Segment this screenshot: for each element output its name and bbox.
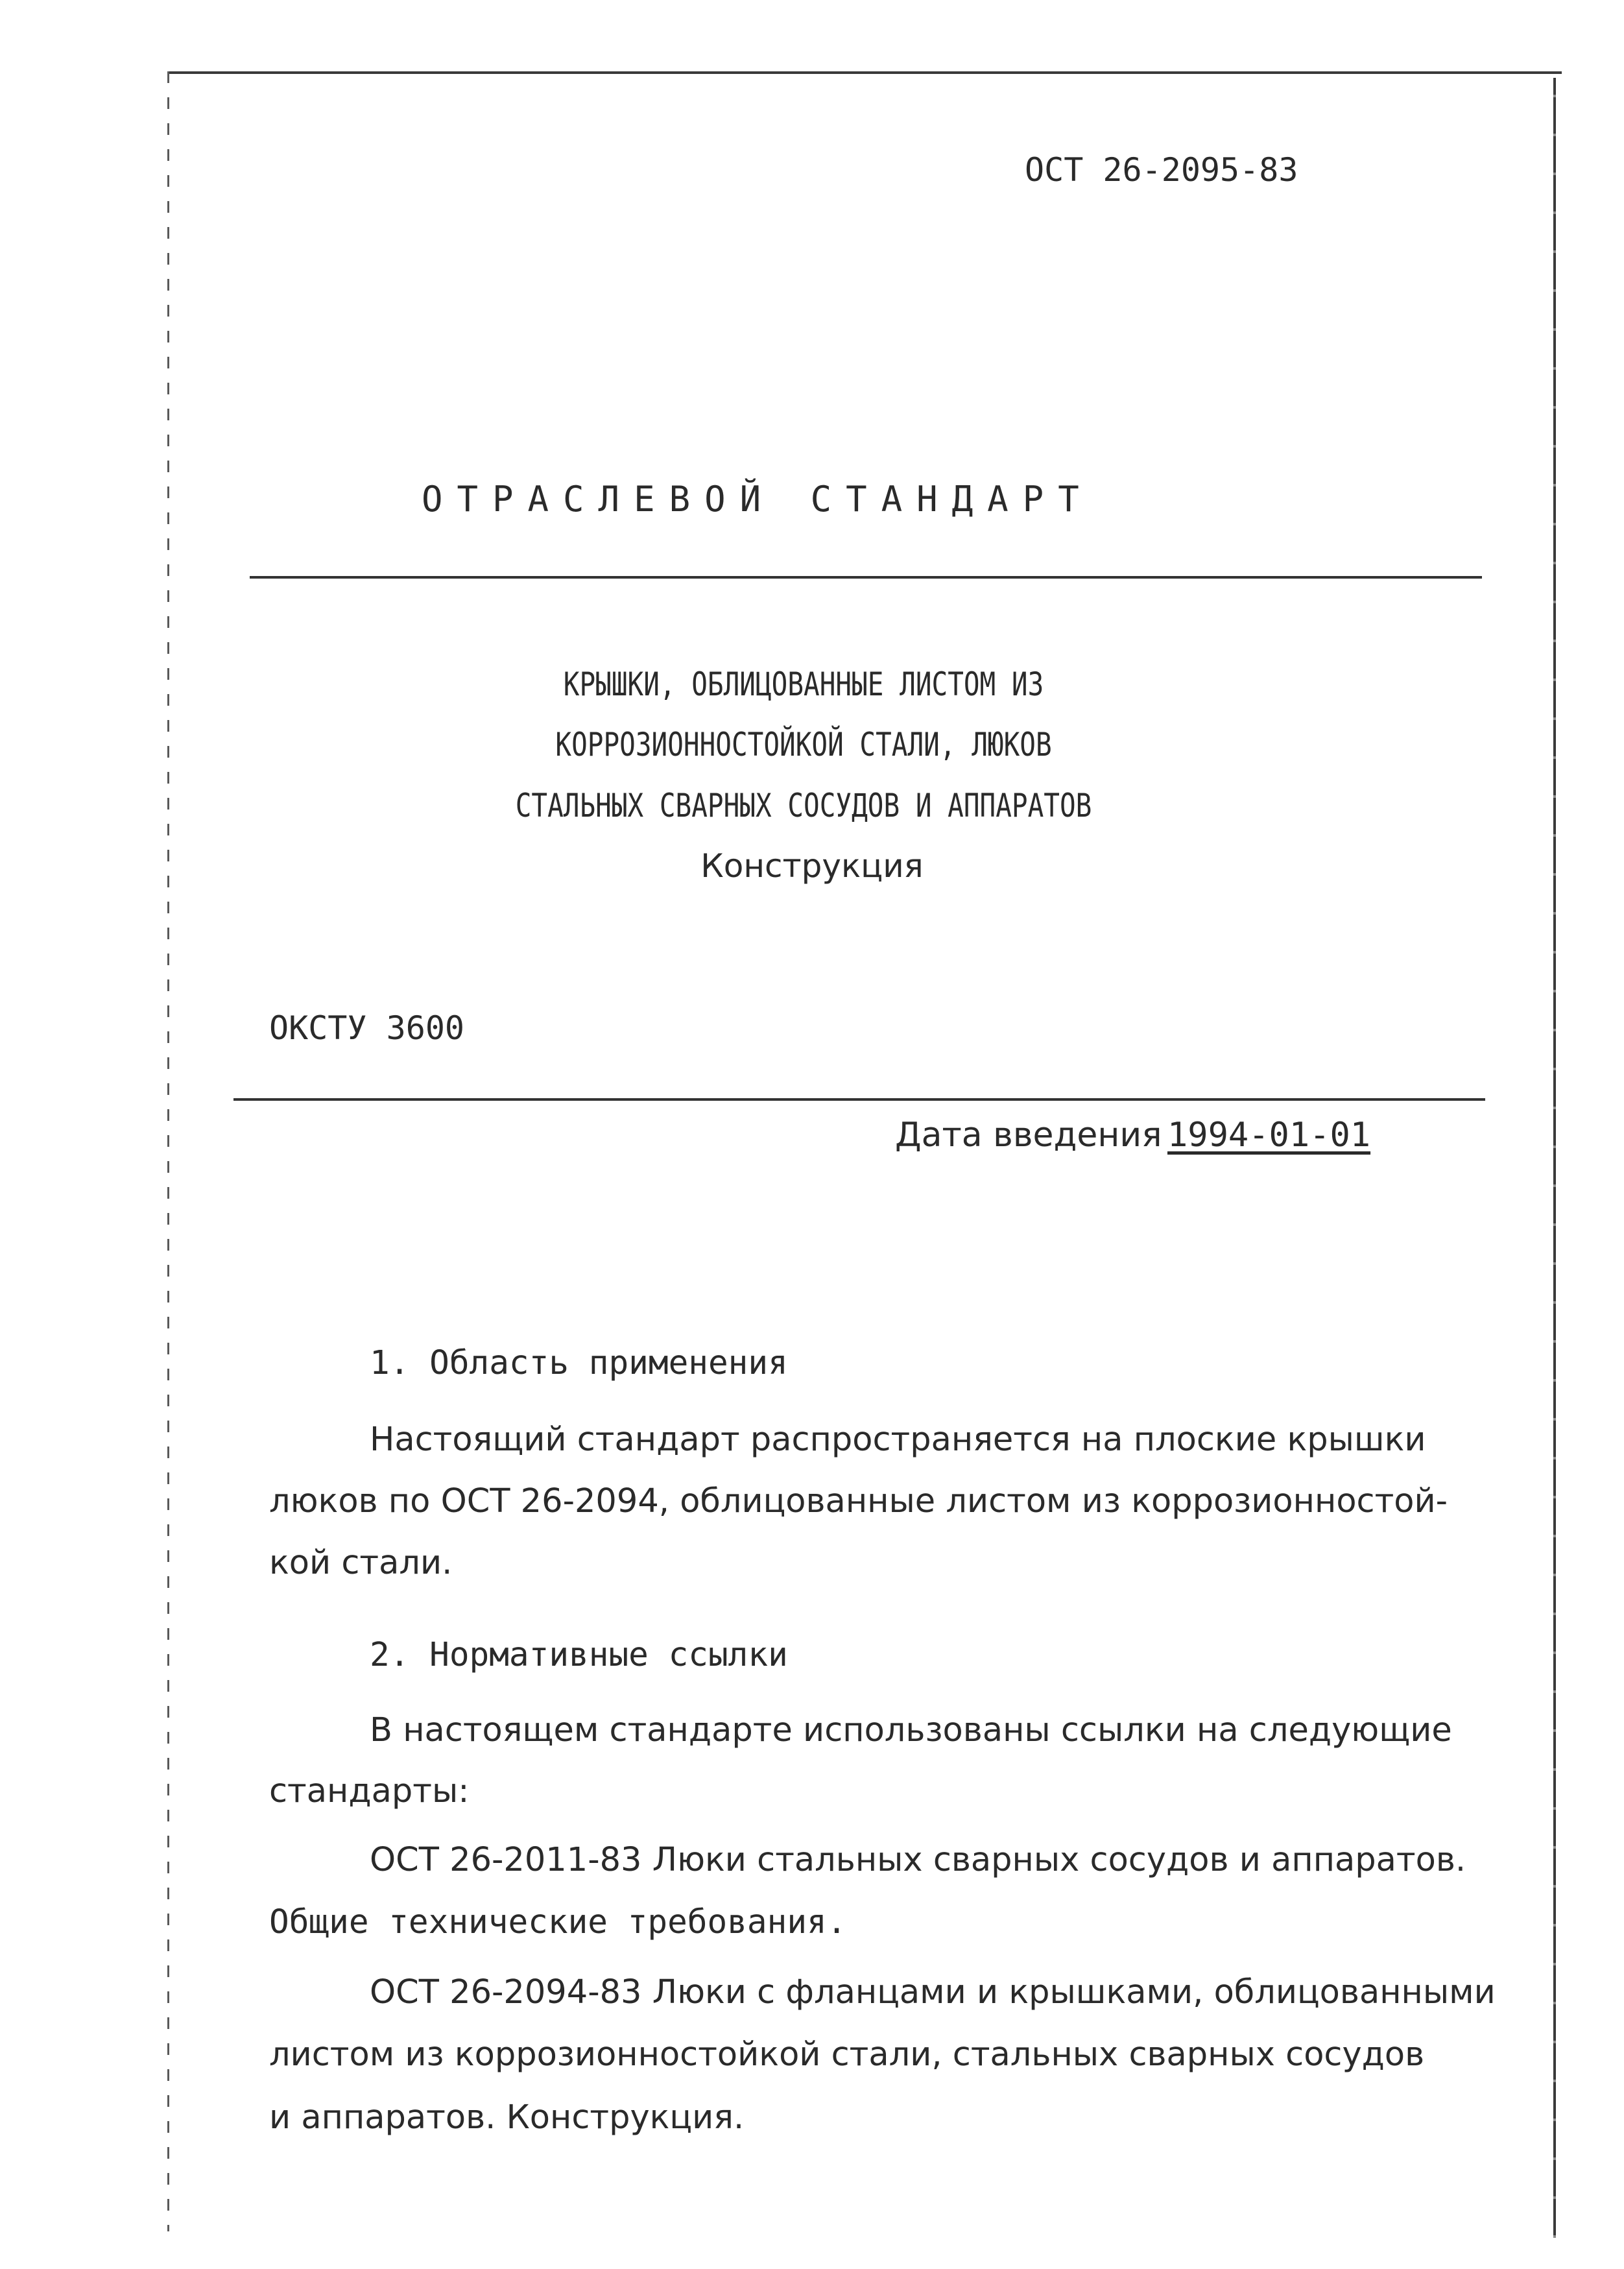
- section-1-line-1: Настоящий стандарт распространяется на плоские крышки: [370, 1421, 1426, 1459]
- section-2-heading: 2. Нормативные ссылки: [370, 1636, 788, 1674]
- reference-1-line-2: Общие технические требования.: [269, 1903, 847, 1941]
- document-number: ОСТ 26-2095-83: [1025, 151, 1298, 189]
- standard-type-heading: ОТРАСЛЕВОЙ СТАНДАРТ: [422, 479, 1093, 520]
- section-1-heading: 1. Область применения: [370, 1344, 788, 1382]
- section-2-intro-line-2: стандарты:: [269, 1772, 470, 1810]
- reference-2-line-2: листом из коррозионностойкой стали, стальных сварных сосудов: [269, 2035, 1425, 2074]
- effective-date-value: 1994-01-01: [1167, 1116, 1371, 1155]
- page-frame-left-line: [167, 71, 169, 2231]
- title-line-1: КРЫШКИ, ОБЛИЦОВАННЫЕ ЛИСТОМ ИЗ: [563, 666, 1044, 703]
- divider-rule-bottom: [233, 1098, 1485, 1101]
- page-frame-top-line: [167, 71, 1562, 74]
- reference-2-line-1: ОСТ 26-2094-83 Люки с фланцами и крышками, облицованными: [370, 1973, 1496, 2011]
- section-1-line-2: люков по ОСТ 26-2094, облицованные листом из коррозионностой-: [269, 1482, 1448, 1520]
- title-subtitle: Конструкция: [700, 847, 924, 885]
- page-frame-right-line: [1553, 78, 1556, 2238]
- title-line-2: КОРРОЗИОННОСТОЙКОЙ СТАЛИ, ЛЮКОВ: [555, 726, 1052, 763]
- effective-date-label: Дата введения: [895, 1116, 1162, 1155]
- reference-1-line-1: ОСТ 26-2011-83 Люки стальных сварных сосудов и аппаратов.: [370, 1841, 1466, 1879]
- divider-rule-top: [250, 576, 1482, 579]
- title-line-3: СТАЛЬНЫХ СВАРНЫХ СОСУДОВ И АППАРАТОВ: [515, 787, 1092, 824]
- section-1-line-3: кой стали.: [269, 1544, 453, 1582]
- reference-2-line-3: и аппаратов. Конструкция.: [269, 2098, 745, 2137]
- section-2-intro-line-1: В настоящем стандарте использованы ссылки на следующие: [370, 1711, 1452, 1749]
- classification-code: ОКСТУ 3600: [269, 1009, 465, 1047]
